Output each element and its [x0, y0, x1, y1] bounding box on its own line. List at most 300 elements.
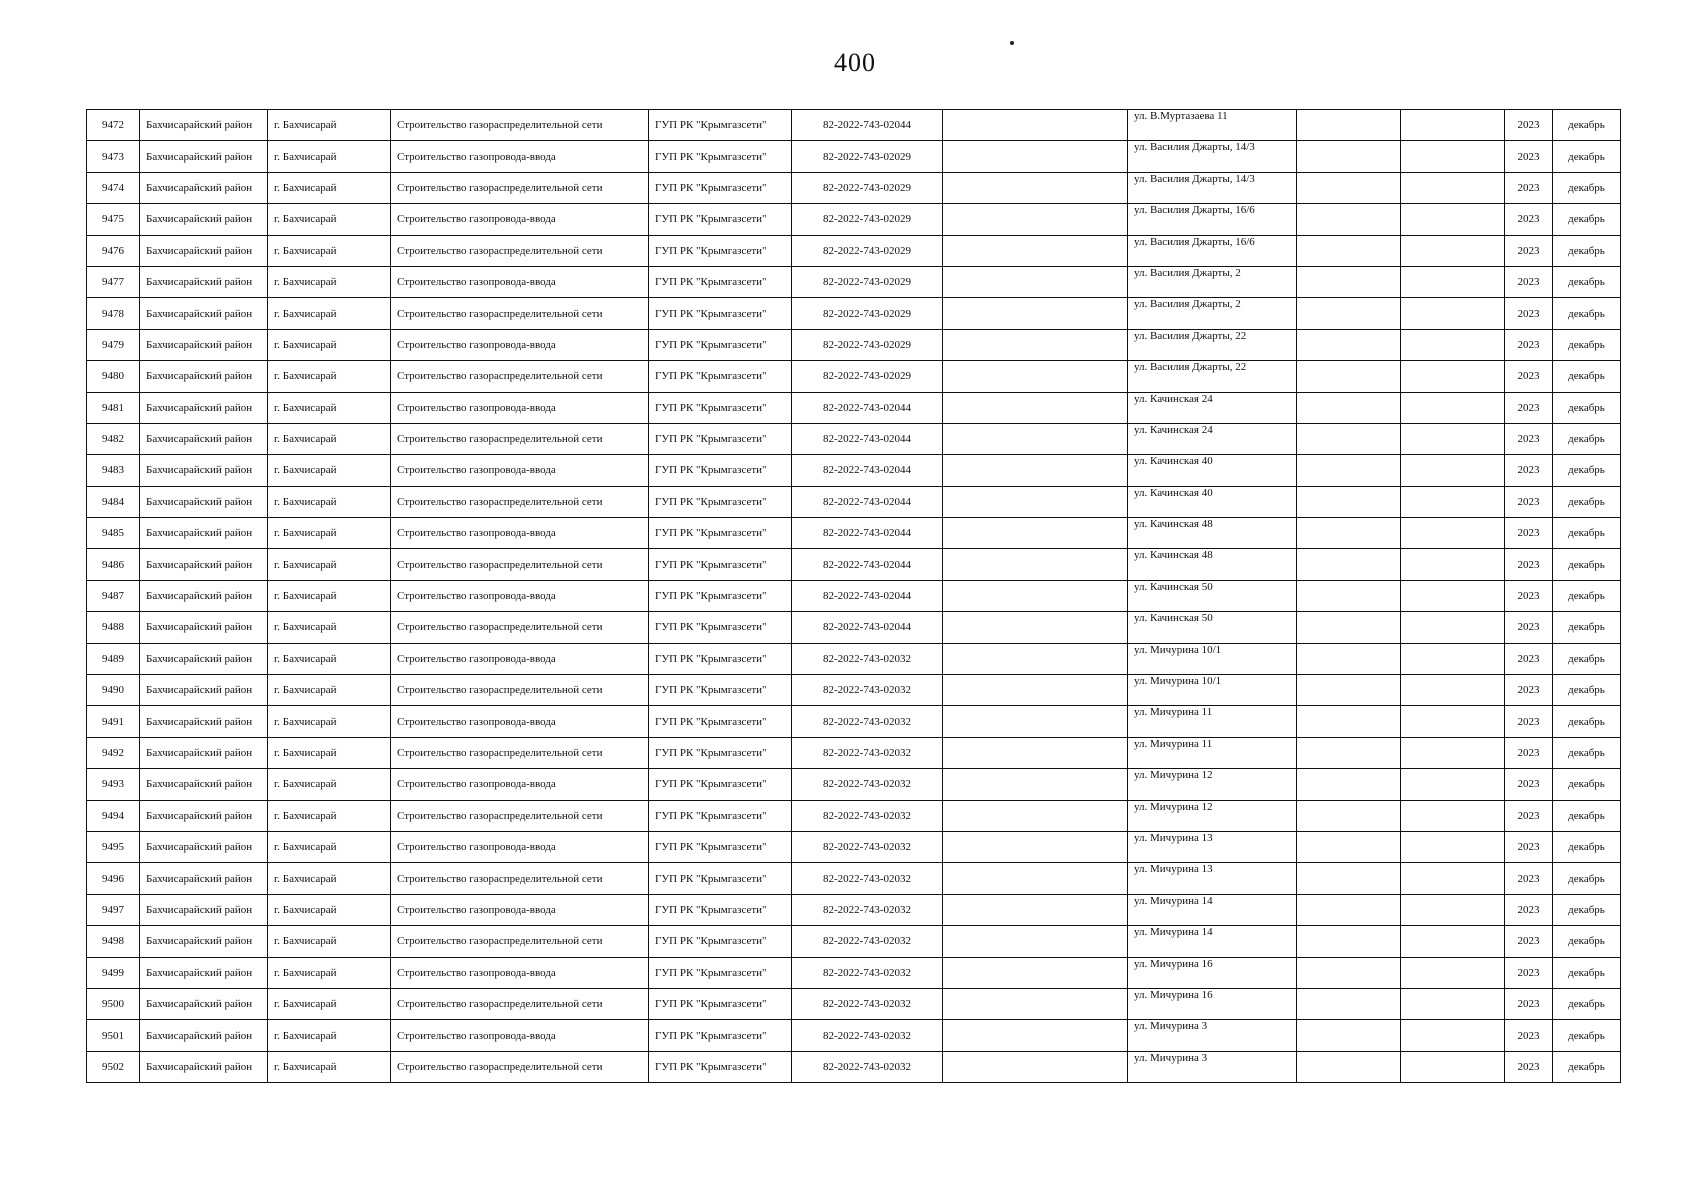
table-row [87, 455, 1621, 486]
program-code-cell: 82-2022-743-02029 [792, 141, 943, 172]
empty-cell [943, 329, 1128, 360]
table-row [87, 518, 1621, 549]
empty-cell [1401, 580, 1505, 611]
work-type-cell: Строительство газопровода-ввода [391, 1020, 649, 1051]
program-code-cell: 82-2022-743-02044 [792, 612, 943, 643]
empty-cell [1297, 361, 1401, 392]
city-cell: г. Бахчисарай [268, 141, 391, 172]
month-cell: декабрь [1553, 266, 1621, 297]
program-code-cell: 82-2022-743-02032 [792, 894, 943, 925]
city-cell: г. Бахчисарай [268, 957, 391, 988]
month-cell: декабрь [1553, 643, 1621, 674]
organization-cell: ГУП РК "Крымгазсети" [649, 957, 792, 988]
organization-cell: ГУП РК "Крымгазсети" [649, 141, 792, 172]
empty-cell [1297, 110, 1401, 141]
table-row [87, 769, 1621, 800]
month-cell: декабрь [1553, 235, 1621, 266]
year-cell: 2023 [1505, 110, 1553, 141]
organization-cell: ГУП РК "Крымгазсети" [649, 769, 792, 800]
district-cell: Бахчисарайский район [140, 675, 268, 706]
year-cell: 2023 [1505, 266, 1553, 297]
district-cell: Бахчисарайский район [140, 266, 268, 297]
work-type-cell: Строительство газопровода-ввода [391, 894, 649, 925]
empty-cell [943, 706, 1128, 737]
empty-cell [1401, 423, 1505, 454]
address-cell: ул. Мичурина 13 [1128, 863, 1297, 894]
table-row [87, 423, 1621, 454]
empty-cell [943, 926, 1128, 957]
empty-cell [943, 1020, 1128, 1051]
empty-cell [943, 957, 1128, 988]
empty-cell [1297, 266, 1401, 297]
city-cell: г. Бахчисарай [268, 361, 391, 392]
table-row [87, 1020, 1621, 1051]
city-cell: г. Бахчисарай [268, 800, 391, 831]
empty-cell [943, 831, 1128, 862]
organization-cell: ГУП РК "Крымгазсети" [649, 204, 792, 235]
organization-cell: ГУП РК "Крымгазсети" [649, 455, 792, 486]
city-cell: г. Бахчисарай [268, 706, 391, 737]
empty-cell [1297, 643, 1401, 674]
month-cell: декабрь [1553, 800, 1621, 831]
year-cell: 2023 [1505, 549, 1553, 580]
empty-cell [1401, 204, 1505, 235]
program-code-cell: 82-2022-743-02044 [792, 549, 943, 580]
registry-table [86, 109, 1621, 1083]
work-type-cell: Строительство газораспределительной сети [391, 926, 649, 957]
city-cell: г. Бахчисарай [268, 518, 391, 549]
empty-cell [1297, 800, 1401, 831]
month-cell: декабрь [1553, 141, 1621, 172]
work-type-cell: Строительство газораспределительной сети [391, 235, 649, 266]
address-cell: ул. Мичурина 12 [1128, 800, 1297, 831]
table-row [87, 235, 1621, 266]
district-cell: Бахчисарайский район [140, 737, 268, 768]
row-number: 9487 [87, 580, 140, 611]
program-code-cell: 82-2022-743-02044 [792, 580, 943, 611]
district-cell: Бахчисарайский район [140, 988, 268, 1019]
program-code-cell: 82-2022-743-02032 [792, 800, 943, 831]
organization-cell: ГУП РК "Крымгазсети" [649, 329, 792, 360]
empty-cell [1297, 235, 1401, 266]
work-type-cell: Строительство газопровода-ввода [391, 392, 649, 423]
district-cell: Бахчисарайский район [140, 329, 268, 360]
empty-cell [943, 392, 1128, 423]
work-type-cell: Строительство газораспределительной сети [391, 172, 649, 203]
work-type-cell: Строительство газопровода-ввода [391, 141, 649, 172]
year-cell: 2023 [1505, 580, 1553, 611]
month-cell: декабрь [1553, 863, 1621, 894]
empty-cell [1401, 831, 1505, 862]
work-type-cell: Строительство газораспределительной сети [391, 549, 649, 580]
address-cell: ул. Мичурина 3 [1128, 1020, 1297, 1051]
month-cell: декабрь [1553, 110, 1621, 141]
city-cell: г. Бахчисарай [268, 455, 391, 486]
organization-cell: ГУП РК "Крымгазсети" [649, 706, 792, 737]
empty-cell [943, 361, 1128, 392]
district-cell: Бахчисарайский район [140, 1051, 268, 1082]
year-cell: 2023 [1505, 204, 1553, 235]
year-cell: 2023 [1505, 926, 1553, 957]
year-cell: 2023 [1505, 423, 1553, 454]
empty-cell [943, 204, 1128, 235]
year-cell: 2023 [1505, 172, 1553, 203]
month-cell: декабрь [1553, 926, 1621, 957]
address-cell: ул. Мичурина 14 [1128, 926, 1297, 957]
year-cell: 2023 [1505, 455, 1553, 486]
empty-cell [1297, 580, 1401, 611]
district-cell: Бахчисарайский район [140, 423, 268, 454]
empty-cell [943, 266, 1128, 297]
city-cell: г. Бахчисарай [268, 988, 391, 1019]
address-cell: ул. Мичурина 10/1 [1128, 675, 1297, 706]
district-cell: Бахчисарайский район [140, 706, 268, 737]
empty-cell [1297, 957, 1401, 988]
address-cell: ул. Мичурина 13 [1128, 831, 1297, 862]
address-cell: ул. Василия Джарты, 2 [1128, 266, 1297, 297]
row-number: 9480 [87, 361, 140, 392]
row-number: 9496 [87, 863, 140, 894]
district-cell: Бахчисарайский район [140, 580, 268, 611]
program-code-cell: 82-2022-743-02029 [792, 266, 943, 297]
work-type-cell: Строительство газораспределительной сети [391, 612, 649, 643]
year-cell: 2023 [1505, 392, 1553, 423]
empty-cell [943, 894, 1128, 925]
empty-cell [1297, 486, 1401, 517]
address-cell: ул. Качинская 50 [1128, 580, 1297, 611]
work-type-cell: Строительство газораспределительной сети [391, 298, 649, 329]
organization-cell: ГУП РК "Крымгазсети" [649, 926, 792, 957]
year-cell: 2023 [1505, 863, 1553, 894]
year-cell: 2023 [1505, 706, 1553, 737]
address-cell: ул. Василия Джарты, 14/3 [1128, 172, 1297, 203]
empty-cell [1401, 110, 1505, 141]
empty-cell [1401, 612, 1505, 643]
month-cell: декабрь [1553, 361, 1621, 392]
row-number: 9494 [87, 800, 140, 831]
program-code-cell: 82-2022-743-02029 [792, 172, 943, 203]
program-code-cell: 82-2022-743-02032 [792, 926, 943, 957]
work-type-cell: Строительство газораспределительной сети [391, 1051, 649, 1082]
year-cell: 2023 [1505, 361, 1553, 392]
empty-cell [1401, 266, 1505, 297]
district-cell: Бахчисарайский район [140, 769, 268, 800]
district-cell: Бахчисарайский район [140, 800, 268, 831]
month-cell: декабрь [1553, 988, 1621, 1019]
row-number: 9489 [87, 643, 140, 674]
address-cell: ул. В.Муртазаева 11 [1128, 110, 1297, 141]
page-number: 400 [834, 48, 876, 77]
month-cell: декабрь [1553, 894, 1621, 925]
program-code-cell: 82-2022-743-02032 [792, 737, 943, 768]
table-row [87, 988, 1621, 1019]
table-row [87, 549, 1621, 580]
work-type-cell: Строительство газопровода-ввода [391, 204, 649, 235]
program-code-cell: 82-2022-743-02044 [792, 455, 943, 486]
work-type-cell: Строительство газопровода-ввода [391, 769, 649, 800]
organization-cell: ГУП РК "Крымгазсети" [649, 580, 792, 611]
table-row [87, 612, 1621, 643]
city-cell: г. Бахчисарай [268, 643, 391, 674]
address-cell: ул. Мичурина 14 [1128, 894, 1297, 925]
empty-cell [943, 110, 1128, 141]
empty-cell [1297, 988, 1401, 1019]
scan-speck [1010, 41, 1014, 45]
address-cell: ул. Мичурина 16 [1128, 957, 1297, 988]
organization-cell: ГУП РК "Крымгазсети" [649, 675, 792, 706]
empty-cell [1297, 737, 1401, 768]
district-cell: Бахчисарайский район [140, 863, 268, 894]
work-type-cell: Строительство газораспределительной сети [391, 423, 649, 454]
organization-cell: ГУП РК "Крымгазсети" [649, 643, 792, 674]
month-cell: декабрь [1553, 580, 1621, 611]
work-type-cell: Строительство газопровода-ввода [391, 518, 649, 549]
table-row [87, 675, 1621, 706]
table-row [87, 706, 1621, 737]
table-row [87, 141, 1621, 172]
month-cell: декабрь [1553, 172, 1621, 203]
empty-cell [1297, 926, 1401, 957]
empty-cell [943, 172, 1128, 203]
empty-cell [1401, 549, 1505, 580]
district-cell: Бахчисарайский район [140, 894, 268, 925]
month-cell: декабрь [1553, 204, 1621, 235]
empty-cell [1401, 988, 1505, 1019]
empty-cell [1401, 643, 1505, 674]
program-code-cell: 82-2022-743-02044 [792, 392, 943, 423]
empty-cell [1401, 800, 1505, 831]
empty-cell [943, 1051, 1128, 1082]
district-cell: Бахчисарайский район [140, 549, 268, 580]
row-number: 9501 [87, 1020, 140, 1051]
address-cell: ул. Мичурина 16 [1128, 988, 1297, 1019]
empty-cell [1401, 1020, 1505, 1051]
address-cell: ул. Качинская 24 [1128, 423, 1297, 454]
city-cell: г. Бахчисарай [268, 298, 391, 329]
empty-cell [1297, 329, 1401, 360]
city-cell: г. Бахчисарай [268, 580, 391, 611]
empty-cell [1297, 1051, 1401, 1082]
empty-cell [1297, 612, 1401, 643]
table-row [87, 298, 1621, 329]
program-code-cell: 82-2022-743-02044 [792, 423, 943, 454]
year-cell: 2023 [1505, 831, 1553, 862]
empty-cell [943, 800, 1128, 831]
empty-cell [1297, 392, 1401, 423]
work-type-cell: Строительство газораспределительной сети [391, 988, 649, 1019]
organization-cell: ГУП РК "Крымгазсети" [649, 172, 792, 203]
work-type-cell: Строительство газопровода-ввода [391, 706, 649, 737]
year-cell: 2023 [1505, 486, 1553, 517]
empty-cell [943, 235, 1128, 266]
work-type-cell: Строительство газопровода-ввода [391, 329, 649, 360]
row-number: 9473 [87, 141, 140, 172]
organization-cell: ГУП РК "Крымгазсети" [649, 423, 792, 454]
row-number: 9493 [87, 769, 140, 800]
table-row [87, 329, 1621, 360]
empty-cell [1297, 423, 1401, 454]
program-code-cell: 82-2022-743-02044 [792, 110, 943, 141]
address-cell: ул. Качинская 50 [1128, 612, 1297, 643]
organization-cell: ГУП РК "Крымгазсети" [649, 361, 792, 392]
table-row [87, 643, 1621, 674]
program-code-cell: 82-2022-743-02032 [792, 706, 943, 737]
organization-cell: ГУП РК "Крымгазсети" [649, 549, 792, 580]
month-cell: декабрь [1553, 612, 1621, 643]
empty-cell [1401, 361, 1505, 392]
empty-cell [943, 455, 1128, 486]
work-type-cell: Строительство газопровода-ввода [391, 831, 649, 862]
empty-cell [1401, 392, 1505, 423]
empty-cell [943, 737, 1128, 768]
empty-cell [943, 769, 1128, 800]
address-cell: ул. Мичурина 10/1 [1128, 643, 1297, 674]
month-cell: декабрь [1553, 518, 1621, 549]
district-cell: Бахчисарайский район [140, 1020, 268, 1051]
organization-cell: ГУП РК "Крымгазсети" [649, 1020, 792, 1051]
row-number: 9495 [87, 831, 140, 862]
program-code-cell: 82-2022-743-02032 [792, 643, 943, 674]
city-cell: г. Бахчисарай [268, 1020, 391, 1051]
program-code-cell: 82-2022-743-02032 [792, 831, 943, 862]
empty-cell [1401, 172, 1505, 203]
city-cell: г. Бахчисарай [268, 863, 391, 894]
empty-cell [1401, 926, 1505, 957]
row-number: 9499 [87, 957, 140, 988]
year-cell: 2023 [1505, 235, 1553, 266]
district-cell: Бахчисарайский район [140, 235, 268, 266]
program-code-cell: 82-2022-743-02032 [792, 863, 943, 894]
empty-cell [1401, 1051, 1505, 1082]
district-cell: Бахчисарайский район [140, 392, 268, 423]
work-type-cell: Строительство газораспределительной сети [391, 486, 649, 517]
district-cell: Бахчисарайский район [140, 110, 268, 141]
table-row [87, 831, 1621, 862]
program-code-cell: 82-2022-743-02032 [792, 1020, 943, 1051]
district-cell: Бахчисарайский район [140, 361, 268, 392]
table-row [87, 266, 1621, 297]
work-type-cell: Строительство газораспределительной сети [391, 737, 649, 768]
empty-cell [1401, 737, 1505, 768]
organization-cell: ГУП РК "Крымгазсети" [649, 737, 792, 768]
city-cell: г. Бахчисарай [268, 172, 391, 203]
city-cell: г. Бахчисарай [268, 392, 391, 423]
city-cell: г. Бахчисарай [268, 1051, 391, 1082]
empty-cell [1401, 141, 1505, 172]
program-code-cell: 82-2022-743-02029 [792, 361, 943, 392]
month-cell: декабрь [1553, 1051, 1621, 1082]
city-cell: г. Бахчисарай [268, 110, 391, 141]
year-cell: 2023 [1505, 675, 1553, 706]
district-cell: Бахчисарайский район [140, 957, 268, 988]
row-number: 9478 [87, 298, 140, 329]
district-cell: Бахчисарайский район [140, 141, 268, 172]
empty-cell [1297, 455, 1401, 486]
year-cell: 2023 [1505, 1051, 1553, 1082]
table-row [87, 800, 1621, 831]
organization-cell: ГУП РК "Крымгазсети" [649, 392, 792, 423]
month-cell: декабрь [1553, 831, 1621, 862]
program-code-cell: 82-2022-743-02032 [792, 957, 943, 988]
address-cell: ул. Мичурина 3 [1128, 1051, 1297, 1082]
row-number: 9488 [87, 612, 140, 643]
empty-cell [943, 549, 1128, 580]
empty-cell [1401, 455, 1505, 486]
city-cell: г. Бахчисарай [268, 549, 391, 580]
address-cell: ул. Качинская 40 [1128, 455, 1297, 486]
city-cell: г. Бахчисарай [268, 769, 391, 800]
organization-cell: ГУП РК "Крымгазсети" [649, 235, 792, 266]
city-cell: г. Бахчисарай [268, 926, 391, 957]
table-row [87, 737, 1621, 768]
address-cell: ул. Василия Джарты, 22 [1128, 329, 1297, 360]
empty-cell [1401, 486, 1505, 517]
empty-cell [1401, 329, 1505, 360]
organization-cell: ГУП РК "Крымгазсети" [649, 266, 792, 297]
program-code-cell: 82-2022-743-02044 [792, 486, 943, 517]
empty-cell [943, 518, 1128, 549]
organization-cell: ГУП РК "Крымгазсети" [649, 486, 792, 517]
program-code-cell: 82-2022-743-02029 [792, 235, 943, 266]
row-number: 9475 [87, 204, 140, 235]
address-cell: ул. Василия Джарты, 2 [1128, 298, 1297, 329]
empty-cell [1297, 204, 1401, 235]
organization-cell: ГУП РК "Крымгазсети" [649, 518, 792, 549]
city-cell: г. Бахчисарай [268, 235, 391, 266]
empty-cell [1297, 831, 1401, 862]
program-code-cell: 82-2022-743-02029 [792, 329, 943, 360]
month-cell: декабрь [1553, 737, 1621, 768]
row-number: 9477 [87, 266, 140, 297]
year-cell: 2023 [1505, 141, 1553, 172]
month-cell: декабрь [1553, 1020, 1621, 1051]
row-number: 9476 [87, 235, 140, 266]
row-number: 9483 [87, 455, 140, 486]
row-number: 9474 [87, 172, 140, 203]
address-cell: ул. Василия Джарты, 22 [1128, 361, 1297, 392]
year-cell: 2023 [1505, 329, 1553, 360]
city-cell: г. Бахчисарай [268, 612, 391, 643]
district-cell: Бахчисарайский район [140, 486, 268, 517]
empty-cell [943, 612, 1128, 643]
row-number: 9497 [87, 894, 140, 925]
row-number: 9481 [87, 392, 140, 423]
organization-cell: ГУП РК "Крымгазсети" [649, 894, 792, 925]
month-cell: декабрь [1553, 455, 1621, 486]
empty-cell [943, 423, 1128, 454]
row-number: 9490 [87, 675, 140, 706]
address-cell: ул. Мичурина 12 [1128, 769, 1297, 800]
year-cell: 2023 [1505, 737, 1553, 768]
empty-cell [1297, 141, 1401, 172]
month-cell: декабрь [1553, 957, 1621, 988]
table-row [87, 392, 1621, 423]
address-cell: ул. Мичурина 11 [1128, 737, 1297, 768]
empty-cell [1401, 706, 1505, 737]
table-row [87, 580, 1621, 611]
program-code-cell: 82-2022-743-02032 [792, 769, 943, 800]
row-number: 9498 [87, 926, 140, 957]
empty-cell [1297, 549, 1401, 580]
address-cell: ул. Качинская 24 [1128, 392, 1297, 423]
year-cell: 2023 [1505, 957, 1553, 988]
address-cell: ул. Качинская 48 [1128, 518, 1297, 549]
empty-cell [943, 486, 1128, 517]
empty-cell [1401, 235, 1505, 266]
table-row [87, 863, 1621, 894]
year-cell: 2023 [1505, 769, 1553, 800]
month-cell: декабрь [1553, 706, 1621, 737]
